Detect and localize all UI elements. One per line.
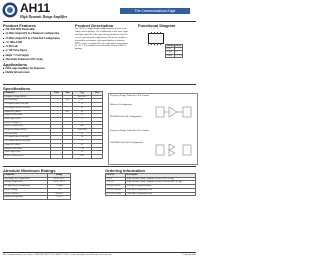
feature-item: ■ Single +5 Volt Supply <box>3 54 55 58</box>
side-note: Frequency Range Limited by Test Coupler <box>110 95 150 97</box>
table-row: Device Current 900 mA <box>4 192 71 196</box>
pin-numbers-top: 1234 <box>148 28 160 30</box>
table-row: Device Voltage +7 V <box>4 188 71 192</box>
ordering-title: Ordering Information <box>105 168 145 173</box>
section-rule <box>3 84 196 85</box>
applications-list <box>3 67 45 76</box>
feature-item: ■ 47 dBm Output IP3 in a Push-Pull Configuration <box>3 37 55 41</box>
table-row: AH11-G High Dynamic Range Amplifier (lead-free/RoHS SOIC-8 Pkg) <box>106 181 196 185</box>
features-list <box>3 28 60 62</box>
application-item: ■ Mobile Infrastructure <box>3 71 45 75</box>
abs-max-title: Absolute Maximum Ratings <box>3 168 56 173</box>
table-row: Storage Temperature -55 to +125 C <box>4 181 71 185</box>
side-note: Balanced Configuration <box>110 104 133 106</box>
table-row: RF Input Power (continuous) +25 dBm <box>4 185 71 189</box>
table-row: S22 Output Return Loss (dB) 17 <box>4 140 103 144</box>
table-row: AH11 High Dynamic Range Amplifier (leaded SOIC-8 Pkg) <box>106 177 196 181</box>
pin-function-table: Function Pin No. RF In 1 RF Out 6, 7 Ground 2, 3, 5, 8 <box>166 45 182 57</box>
part-number: AH11 <box>20 1 51 15</box>
table-row: AH11-PCB1900 1900 MHz Evaluation Board <box>106 188 196 192</box>
section-rule <box>3 166 196 167</box>
application-item: ■ Final stage amplifiers for Repeaters <box>3 67 45 71</box>
table-row: S11 Input Return Loss (dB) 18 <box>4 136 103 140</box>
table-row: Device Voltage (V) 5 <box>4 121 103 125</box>
functional-title: Functional Diagram <box>138 23 176 28</box>
brand-band: The Communications Edge <box>120 8 190 14</box>
table-row: AH11-PCB900 900 MHz Evaluation Board <box>106 185 196 189</box>
soic8-package-icon <box>148 33 164 44</box>
feature-item: ■ 2.7 dB Noise Figure <box>3 49 55 53</box>
table-row: Output IP3 (dBm) 40 41 <box>4 110 103 114</box>
table-row: Noise Figure (dB) 3.2 <box>4 151 103 155</box>
specs-table: Parameter Units Min Typ Max Frequency Range (MHz) 800-2000 S21 Gain (dB) 10.5 12 S11 Input Return Loss (dB) 15 S22 Output Return Loss (dB) 14 Output IP3 (dBm) 40 41 Output P1dB (dBm) +27 Noise Figure (dB) 2.7 Device Voltage (V) 5 Device Current (mA) 450 Frequency Range (MHz) 1700-2000 S21 Gain (dB) 11 S11 Input Return Loss (dB) 18 S22 Output Return Loss (dB) 17 Output IP3 (dBm) 47 Output P1dB (dBm) +30 Noise Figure (dB) 3.2 Device Current (mA) 900 <box>3 91 103 159</box>
table-row: S22 Output Return Loss (dB) 14 <box>4 106 103 110</box>
wj-logo-icon <box>2 2 18 18</box>
abs-max-table: Parameter Rating Operating Case Temperature -40 to +85 C Storage Temperature -55 to +125 C RF Input Power (continuous) +25 dBm Device Voltage +7 V Device Current 900 mA Junction Temperature +220 C <box>3 173 71 200</box>
table-row: Frequency Range (MHz) 1700-2000 <box>4 129 103 133</box>
footer-date: February 2005 <box>182 254 196 256</box>
description-title: Product Description <box>75 23 114 28</box>
side-notes-panel <box>108 93 198 165</box>
side-note: 900 MHz Push-Pull Configuration <box>110 116 142 118</box>
feature-item: ■ +27 dBm P1dB <box>3 41 55 45</box>
push-pull-schematic-icon <box>155 142 193 158</box>
header-rule <box>3 21 196 22</box>
part-subtitle: High Dynamic Range Amplifier <box>20 15 68 19</box>
table-row: Operating Case Temperature -40 to +85 C <box>4 177 71 181</box>
table-row: Output P1dB (dBm) +27 <box>4 114 103 118</box>
table-row: Device Current (mA) 900 <box>4 154 103 158</box>
features-title: Product Features <box>3 23 36 28</box>
pin-numbers-bottom: 8765 <box>148 45 160 47</box>
feature-item: ■ 12 dB Gain <box>3 45 55 49</box>
table-row: Junction Temperature +220 C <box>4 196 71 200</box>
table-row: S11 Input Return Loss (dB) 15 <box>4 103 103 107</box>
balanced-config-schematic-icon <box>155 104 193 120</box>
applications-title: Applications <box>3 62 28 67</box>
table-row: Output IP3 (dBm) 47 <box>4 143 103 147</box>
table-row: S21 Gain (dB) 10.5 12 <box>4 99 103 103</box>
table-row: S21 Gain (dB) 11 <box>4 132 103 136</box>
side-note: Frequency Range Limited by Test Coupler <box>110 130 150 132</box>
table-row: Frequency Range (MHz) 800-2000 <box>4 95 103 99</box>
specs-title: Specifications <box>3 86 31 91</box>
table-row: Device Current (mA) 450 <box>4 125 103 129</box>
table-row: AH11-PCB1960 1960 MHz Evaluation Board <box>106 192 196 196</box>
table-row: Output P1dB (dBm) +30 <box>4 147 103 151</box>
footer-contact: WJ Communications, Inc. Phone 1-800-WJ1-4401 FAX: 408-577-6621 e-mail: sales@wj.com Web site: www.wj.com <box>3 254 112 256</box>
side-note: 1900 MHz Push-Pull Configuration <box>110 142 143 144</box>
ordering-table: Part No. Description AH11 High Dynamic Range Amplifier (leaded SOIC-8 Pkg) AH11-G High Dynamic Range Amplifier (lead-free/RoHS SOIC-8 Pkg) AH11-PCB900 900 MHz Evaluation Board AH11-PCB1900 1900 MHz Evaluation Board AH11-PCB1960 1960 MHz Evaluation Board <box>105 173 196 196</box>
feature-item: ■ 250-3000 MHz Bandwidth <box>3 28 55 32</box>
feature-item: ■ 41 dBm Output IP3 in a Balanced Configuration <box>3 32 55 36</box>
description-text: The AH11 is a high dynamic range amplifier in a low-cost surface mount package. The combination of low noise figure and high output IP3 at the same bias point makes it ideal for receiver and transmitter applications. The device combines dependable performance with superb quality to maintain MTTF values exceeding 100 years at mounting temperatures of +85 C. It is available in the thermally enhanced SOIC-8 package. <box>75 28 129 51</box>
feature-item: ■ Thermally Enhanced SOIC-8 pkg <box>3 58 55 62</box>
footer-rule <box>3 252 196 253</box>
table-row: Noise Figure (dB) 2.7 <box>4 117 103 121</box>
